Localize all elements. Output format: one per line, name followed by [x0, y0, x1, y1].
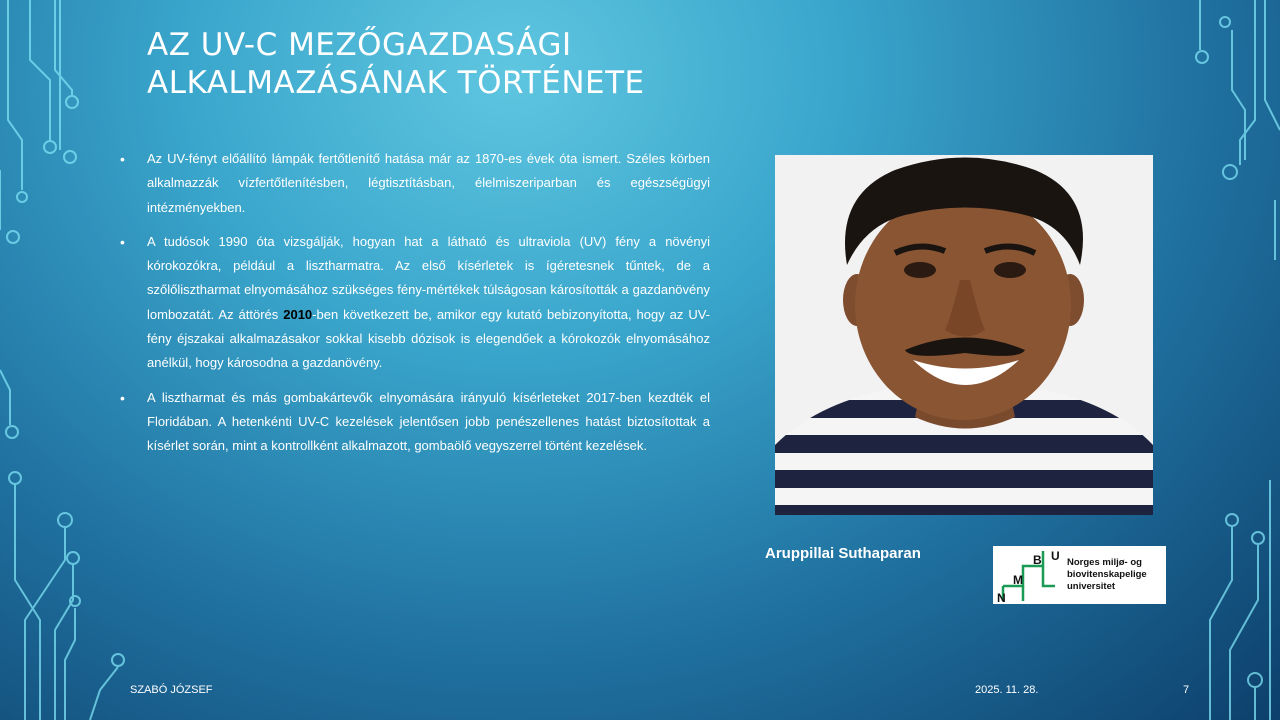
bullet-item-2 — [120, 230, 710, 376]
photo-caption: Aruppillai Suthaparan — [765, 545, 921, 562]
slide-title-line-1: AZ UV-C MEZŐGAZDASÁGI — [147, 27, 572, 63]
logo-letter-m: M — [1013, 573, 1023, 587]
bullet-item-1 — [120, 147, 710, 220]
bullet-text-2-before: A tudósok 1990 óta vizsgálják, hogyan hat a látható és ultraviola (UV) fény a növényi kórokozókra, például a lisztharmatra. Az első kísérletek is ígéretesnek tűntek, de a szőlőlisztharmat elnyomásához szükséges fény-mértékek túlságosan károsították a gazdanövény lombozatát. Az áttörés — [147, 233, 710, 322]
portrait-illustration — [775, 155, 1153, 515]
bullet-item-3 — [120, 386, 710, 459]
bullet-list — [120, 147, 710, 469]
logo-text-line-3: universitet — [1067, 581, 1116, 592]
nmbu-logo-text — [1067, 557, 1147, 593]
nmbu-logo — [993, 546, 1166, 604]
footer-page-number: 7 — [1183, 684, 1190, 696]
portrait-photo — [775, 155, 1153, 515]
logo-text-line-1: Norges miljø- og — [1067, 557, 1142, 568]
nmbu-logo-mark — [993, 546, 1065, 604]
logo-letter-n: N — [997, 591, 1006, 604]
bullet-text-1: Az UV-fényt előállító lámpák fertőtlenítő hatása már az 1870-es évek óta ismert. Széles körben alkalmazzák vízfertőtlenítésben, légtisztításban, élelmiszeriparban és egészségügyi intézményekben. — [147, 151, 710, 215]
bullet-text-3: A lisztharmat és más gombakártevők elnyomására irányuló kísérleteket 2017-ben kezdték el Floridában. A hetenkénti UV-C kezelések jelentősen jobb penészellenes hatást biztosítottak a kísérlet során, mint a kontrollként alkalmazott, gombaölő vegyszerrel történt kezelések. — [147, 389, 710, 454]
footer-author: SZABÓ JÓZSEF — [130, 684, 213, 696]
logo-letter-u: U — [1051, 549, 1060, 563]
bullet-text-2-after: -ben következett be, amikor egy kutató bebizonyította, hogy az UV-fény éjszakai alkalmazásakor sokkal kisebb dózisok is elegendőek a kórokozók elnyomásához anélkül, hogy károsodna a gazdanövény. — [147, 306, 711, 371]
logo-text-line-2: biovitenskapelige — [1067, 569, 1147, 580]
bullet-highlight-year: 2010 — [283, 306, 313, 322]
logo-letter-b: B — [1033, 553, 1042, 567]
slide-title-line-2: ALKALMAZÁSÁNAK TÖRTÉNETE — [147, 65, 645, 101]
footer-date: 2025. 11. 28. — [975, 684, 1039, 696]
slide-title — [147, 26, 767, 102]
